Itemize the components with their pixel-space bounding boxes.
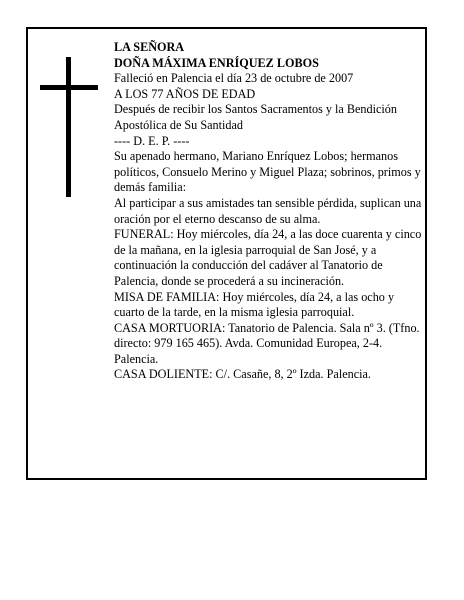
home-paragraph: CASA DOLIENTE: C/. Casañe, 8, 2º Izda. Palencia. — [114, 367, 371, 382]
age-line: A LOS 77 AÑOS DE EDAD — [114, 86, 256, 101]
funeral-paragraph: FUNERAL: Hoy miércoles, día 24, a las doce cuarenta y cinco de la mañana, en la iglesia parroquial de San José, y a continuación la conducción del cadáver al Tanatorio de Palencia, donde se procederá a su incineración. — [114, 227, 422, 288]
request-paragraph: Al participar a sus amistades tan sensible pérdida, suplican una oración por el eterno descanso de su alma. — [114, 195, 422, 226]
sacraments-line: Después de recibir los Santos Sacramentos y la Bendición Apostólica de Su Santidad — [114, 102, 397, 132]
deceased-name: DOÑA MÁXIMA ENRÍQUEZ LOBOS — [114, 55, 319, 70]
notice-text — [114, 40, 426, 383]
cross-horizontal-bar — [40, 85, 98, 90]
mortuary-paragraph: CASA MORTUORIA: Tanatorio de Palencia. Sala nº 3. (Tfno. directo: 979 165 465). Avda. Comunidad Europea, 2-4. Palencia. — [114, 320, 420, 366]
notice-title: LA SEÑORA — [114, 40, 185, 54]
mass-paragraph: MISA DE FAMILIA: Hoy miércoles, día 24, a las ocho y cuarto de la tarde, en la misma iglesia parroquial. — [114, 289, 395, 320]
cross-vertical-bar — [66, 57, 71, 197]
death-date: Falleció en Palencia el día 23 de octubre de 2007 — [114, 71, 354, 86]
obituary-notice — [26, 27, 427, 480]
rip-line: ---- D. E. P. ---- — [114, 133, 190, 148]
family-paragraph: Su apenado hermano, Mariano Enríquez Lobos; hermanos políticos, Consuelo Merino y Miguel Plaza; sobrinos, primos y demás familia: — [114, 149, 421, 195]
